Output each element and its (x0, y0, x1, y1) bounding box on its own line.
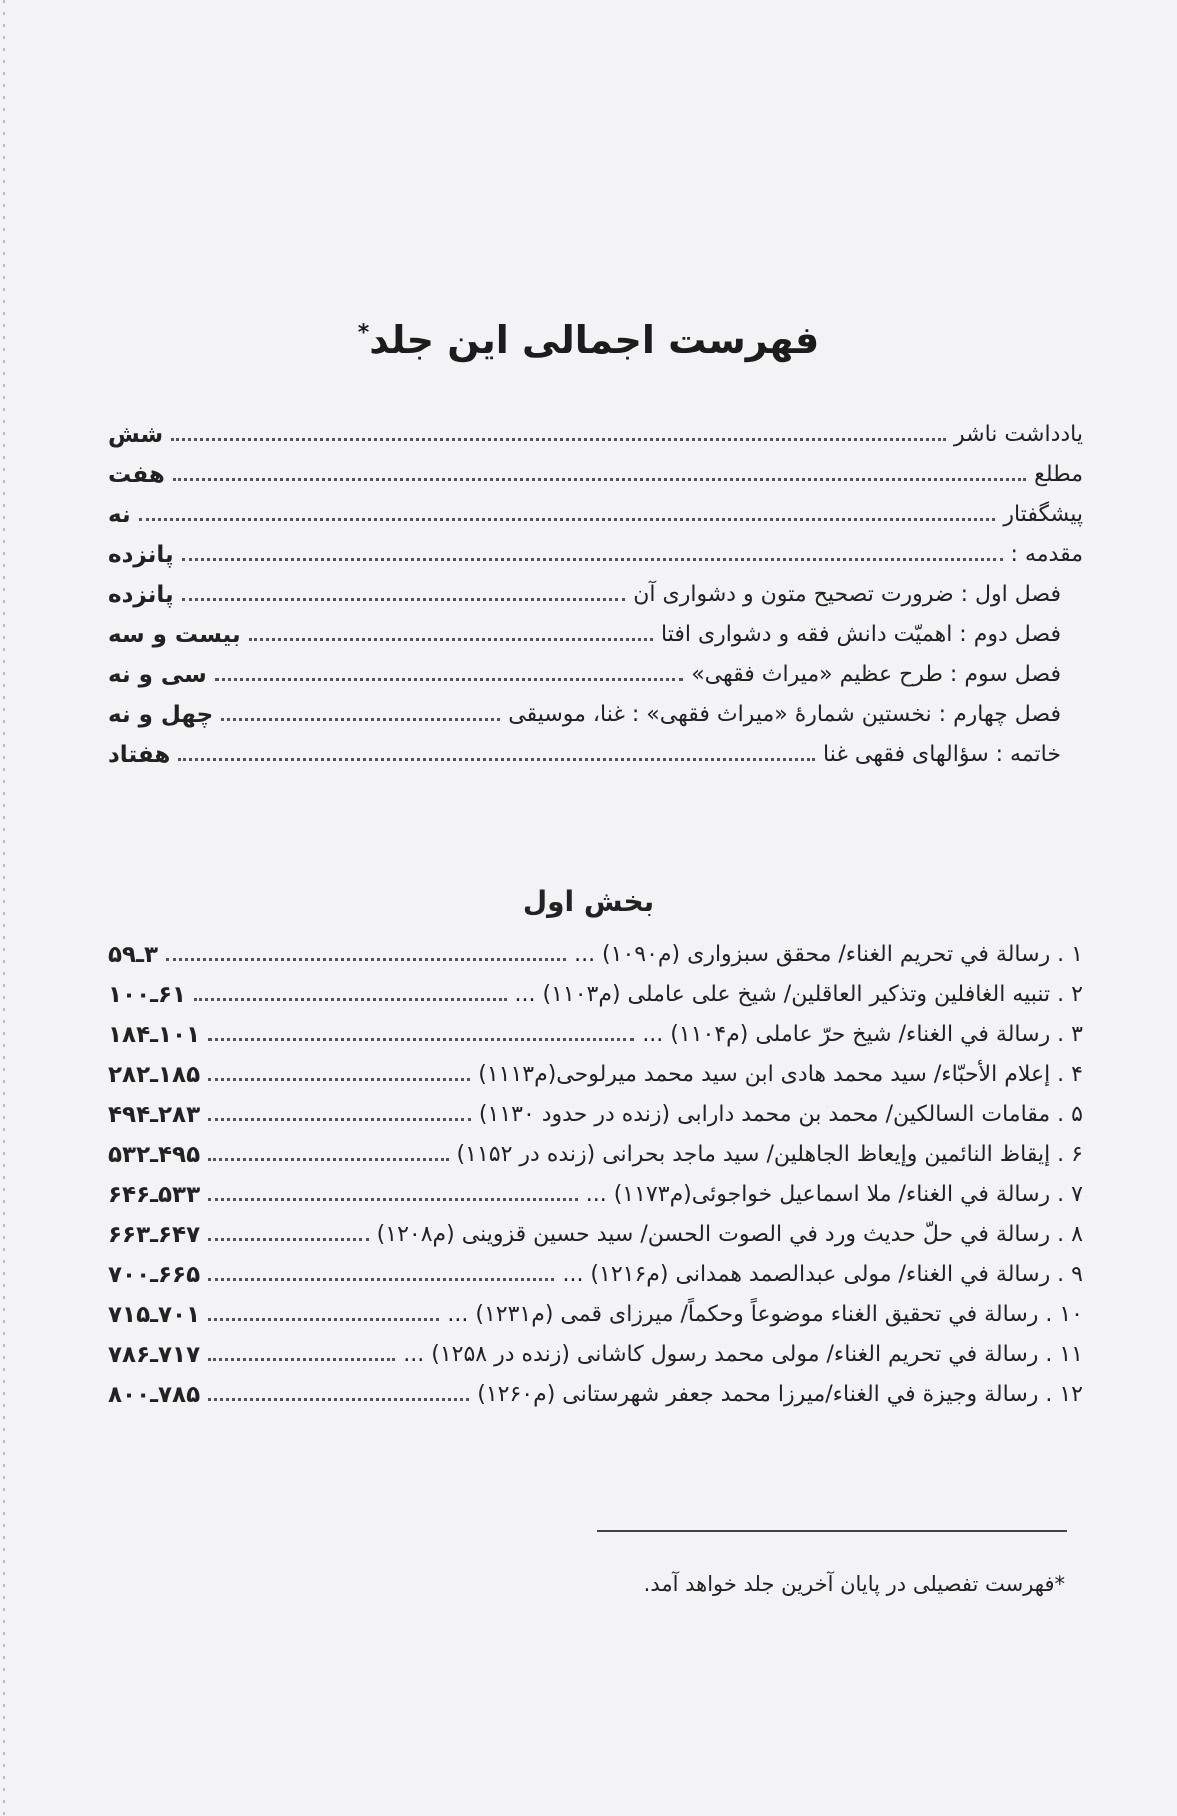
toc-row (108, 570, 1083, 610)
dot-leader (208, 1078, 470, 1081)
toc-title: ۵ . مقامات السالكين/ محمد بن محمد دارابی (زنده در حدود ۱۱۳۰) (478, 1102, 1083, 1127)
dot-leader (171, 438, 946, 441)
dot-leader (208, 1158, 448, 1161)
toc-title: یادداشت ناشر (954, 422, 1083, 447)
toc-row (108, 690, 1083, 730)
page-title-text: فهرست اجمالی این جلد (369, 318, 820, 362)
toc-title: ۶ . إيقاظ النائمين وإيعاظ الجاهلين/ سيد ماجد بحرانی (زنده در ۱۱۵۲) (456, 1142, 1083, 1167)
toc-row (108, 930, 1083, 970)
toc-page: بیست و سه (108, 622, 241, 648)
toc-row (108, 1010, 1083, 1050)
toc-title: ۱۲ . رسالة وجيزة في الغناء/ميرزا محمد جعفر شهرستانی (م۱۲۶۰) (477, 1382, 1083, 1407)
toc-row (108, 450, 1083, 490)
dot-leader (208, 1198, 578, 1201)
toc-page: هفت (108, 462, 165, 488)
toc-row (108, 530, 1083, 570)
toc-page: پانزده (108, 582, 174, 608)
dot-leader (208, 1038, 634, 1041)
title-footnote-mark: * (357, 320, 370, 346)
toc-page: ۷۰۱ـ۷۱۵ (108, 1302, 201, 1328)
toc-title: ۱ . رسالة في تحريم الغناء/ محقق سبزواری (م۱۰۹۰) ... (574, 942, 1083, 967)
toc-row (108, 650, 1083, 690)
toc-row (108, 1090, 1083, 1130)
toc-title: فصل چهارم : نخستین شمارهٔ «میراث فقهی» : غنا، موسیقی (508, 702, 1061, 727)
dot-leader (208, 1278, 554, 1281)
page-title (0, 318, 1177, 362)
dot-leader (182, 558, 1003, 561)
toc-row (108, 410, 1083, 450)
dot-leader (178, 758, 815, 761)
toc-row (108, 1370, 1083, 1410)
toc-title: ۴ . إعلام الأحبّاء/ سيد محمد هادی ابن سيد محمد ميرلوحی(م۱۱۱۳) (478, 1062, 1083, 1087)
toc-page: هفتاد (108, 742, 171, 768)
toc-page: ۵۳۳ـ۶۴۶ (108, 1182, 201, 1208)
toc-row (108, 1250, 1083, 1290)
toc-page: ۶۱ـ۱۰۰ (108, 982, 187, 1008)
toc-row (108, 970, 1083, 1010)
toc-page: ۶۶۵ـ۷۰۰ (108, 1262, 201, 1288)
toc-page: ۷۸۵ـ۸۰۰ (108, 1382, 201, 1408)
toc-page: نه (108, 502, 131, 528)
toc-row (108, 1130, 1083, 1170)
toc-row (108, 1050, 1083, 1090)
footnote: *فهرست تفصیلی در پایان آخرین جلد خواهد آمد. (643, 1572, 1065, 1596)
toc-title: ۸ . رسالة في حلّ حديث ورد في الصوت الحسن/ سيد حسين قزوينی (م۱۲۰۸) (376, 1222, 1083, 1247)
toc-page: ۳ـ۵۹ (108, 942, 158, 968)
toc-page: ۱۰۱ـ۱۸۴ (108, 1022, 201, 1048)
section-title: بخش اول (522, 885, 655, 918)
toc-row (108, 610, 1083, 650)
toc-title: ۹ . رسالة في الغناء/ مولی عبدالصمد همدانی (م۱۲۱۶) ... (562, 1262, 1083, 1287)
toc-page: سی و نه (108, 662, 207, 688)
dot-leader (166, 958, 566, 961)
dot-leader (182, 598, 626, 601)
toc-title: مطلع (1034, 462, 1083, 487)
dot-leader (215, 678, 683, 681)
toc-title: ۳ . رسالة في الغناء/ شيخ حرّ عاملی (م۱۱۰۴) ... (642, 1022, 1083, 1047)
front-matter-list (108, 410, 1083, 770)
toc-page: ۲۸۳ـ۴۹۴ (108, 1102, 201, 1128)
toc-row (108, 1330, 1083, 1370)
dot-leader (249, 638, 653, 641)
toc-title: ۲ . تنبيه الغافلين وتذكير العاقلين/ شيخ علی عاملی (م۱۱۰۳) ... (514, 982, 1083, 1007)
toc-title: ۷ . رسالة في الغناء/ ملا اسماعيل خواجوئی(م۱۱۷۳) ... (585, 1182, 1083, 1207)
dot-leader (139, 518, 996, 521)
toc-page: ۱۸۵ـ۲۸۲ (108, 1062, 201, 1088)
toc-page: ۷۱۷ـ۷۸۶ (108, 1342, 201, 1368)
toc-row (108, 1290, 1083, 1330)
toc-title: ۱۱ . رسالة في تحريم الغناء/ مولی محمد رسول كاشانی (زنده در ۱۲۵۸) ... (403, 1342, 1083, 1367)
footnote-rule (597, 1530, 1067, 1532)
toc-page: ۶۴۷ـ۶۶۳ (108, 1222, 201, 1248)
toc-page: چهل و نه (108, 702, 214, 728)
dot-leader (173, 478, 1026, 481)
toc-title: فصل اول : ضرورت تصحیح متون و دشواری آن (633, 582, 1061, 607)
toc-page: ۴۹۵ـ۵۳۲ (108, 1142, 201, 1168)
section-items-list (108, 930, 1083, 1410)
toc-row (108, 1210, 1083, 1250)
toc-title: پیشگفتار (1003, 502, 1083, 527)
dot-leader (208, 1118, 471, 1121)
dot-leader (221, 718, 500, 721)
toc-title: خاتمه : سؤالهای فقهی غنا (823, 742, 1061, 767)
dot-leader (194, 998, 506, 1001)
toc-row (108, 1170, 1083, 1210)
toc-title: فصل دوم : اهمیّت دانش فقه و دشواری افتا (661, 622, 1061, 647)
toc-row (108, 730, 1083, 770)
dot-leader (208, 1238, 369, 1241)
dot-leader (208, 1318, 439, 1321)
dot-leader (208, 1358, 395, 1361)
toc-row (108, 490, 1083, 530)
toc-page: شش (108, 422, 164, 448)
toc-title: فصل سوم : طرح عظیم «میراث فقهی» (691, 662, 1061, 687)
toc-page: پانزده (108, 542, 174, 568)
toc-title: ۱۰ . رسالة في تحقيق الغناء موضوعاً وحكماً/ ميرزای قمی (م۱۲۳۱) ... (447, 1302, 1083, 1327)
dot-leader (208, 1398, 469, 1401)
toc-title: مقدمه : (1010, 542, 1083, 567)
